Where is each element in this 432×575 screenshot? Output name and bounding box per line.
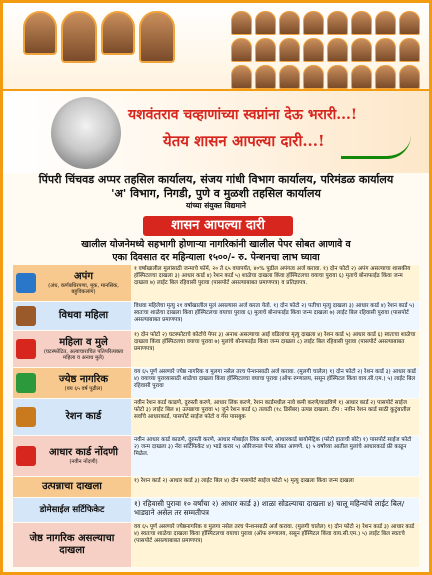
- scheme-name: विधवा महिला: [58, 310, 109, 321]
- slogan-line-2: येतय शासन आपल्या दारी...!: [163, 132, 325, 150]
- scheme-name: उत्पन्नाचा दाखला: [42, 481, 102, 492]
- intro-line-2: एका दिवसात दर महिन्याला १५००/- रु. पेन्शनचा लाभ घ्यावा: [112, 252, 320, 263]
- scheme-subtitle: (अंध, कर्णबधिरपणा, मूक, मानसिक, बहुविकलांग): [48, 283, 119, 295]
- scheme-label: [13, 399, 131, 435]
- tricolor-ribbon: [341, 135, 411, 159]
- wheelchair-icon: [16, 273, 36, 293]
- scheme-subtitle: (घटस्फोटित, अत्याचाराचित पतिपरित्यक्ता महिला व अनाथ मुले): [43, 349, 124, 361]
- intro-text: [7, 238, 425, 264]
- scheme-row: [13, 477, 419, 497]
- scheme-details: १) रहिवासी पुरावा १० वर्षांचा २) आधार कार्ड ३) शाळा सोडल्याचा दाखला ४) चालू महिन्यांचे लाईट बिल/भाड्याने असेल तर सम्मतीपत्र: [134, 499, 405, 518]
- scheme-name: जेष्ठ नागरिक असल्याचा दाखला: [29, 533, 115, 556]
- slogan-banner: [3, 89, 429, 173]
- scheme-row: [13, 368, 419, 398]
- widow-icon: [16, 306, 36, 326]
- scheme-name: ज्येष्ठ नागरिक: [58, 374, 109, 385]
- scheme-subtitle: (नवीन नोंदणी): [69, 459, 98, 465]
- scheme-name: आधार कार्ड नोंदणी: [49, 447, 118, 458]
- ration-card-icon: [16, 407, 36, 427]
- leaders-photo-strip: [3, 3, 429, 89]
- scheme-row: [13, 498, 419, 522]
- leader-photo: [279, 65, 300, 89]
- leader-photo: [351, 11, 372, 35]
- scheme-row: [13, 436, 419, 476]
- leader-photo: [399, 38, 420, 62]
- scheme-details: नवीन रेशन कार्ड काढणे, दुरुस्ती करणे, आधार लिंक करणे, रेशन कार्डमधील नावे कमी करणे/वाढविणे १) आधार कार्ड २) पासपोर्ट साईज फोटो ३) लाईट बिल ४) उत्पन्नाचा पुरावा ५) जुने रेशन कार्ड ६) तलाठी (१८ डिसेंबर) उत्पन्न दाखला. टीप : नवीन रेशन कार्ड साठी कुटुंबातील सर्वांचे आधारकार्ड, पासपोर्ट साईज फोटो व गॅस पासबुक: [134, 400, 411, 421]
- leader-photo: [351, 38, 372, 62]
- scheme-label: [13, 368, 131, 398]
- scheme-row: [13, 523, 419, 567]
- leader-photo: [279, 38, 300, 62]
- scheme-row: [13, 399, 419, 435]
- scheme-details: विधवा महिलेचा मृत्यु २१ वर्षाखालील मुलं असल्यास अर्ज करता येतो. १) दोन फोटो २) पतीचा मृत्यु दाखला ३) आधार कार्ड ४) रेशन कार्ड ५) स्वतःचा शाळेचा दाखला किंवा हॉस्पिटलचा वयाचा पुरावा ६) मुलाचे बोनाफाईड किंवा जन्म दाखला ७) लाईट बिल रहिवासी पुरावा (पासपोर्ट असल्याबाबत प्रमाणपत्र): [134, 303, 415, 324]
- scheme-label: [13, 302, 131, 330]
- scheme-name: डोमेसाईल सर्टिफिकेट: [39, 505, 105, 515]
- scheme-row: [13, 302, 419, 330]
- leader-photo: [255, 65, 276, 89]
- leader-photo: [399, 65, 420, 89]
- leader-photo: [303, 11, 324, 35]
- leader-photo: [303, 38, 324, 62]
- scheme-details: वय ६५ पूर्ण असणारे ज्येष्ठ नागरिक व मुलगा नसेल तरच पेन्शनसाठी अर्ज करावा. (मुलगी चालेल) १) दोन फोटो २) रेशन कार्ड ३) आधार कार्ड ४) वयाच्या पुराव्यासाठी शाळेचा दाखला किंवा हॉस्पिटलचा वयाचा पुरावा (ऑफ रुग्णालय, ससून हॉस्पिटल किंवा वाय.सी.एम.) ५) लाईट बिल रहिवासी पुरावा: [134, 369, 416, 390]
- scheme-label: [13, 498, 131, 522]
- office-line-3: यांच्या संयुक्त विद्यमाने: [186, 201, 246, 210]
- scheme-name: रेशन कार्ड: [65, 411, 102, 422]
- leader-photo: [375, 65, 396, 89]
- scheme-details: १) रेशन कार्ड २) आधार कार्ड ३) लाईट बिल ४) दोन पासपोर्ट साईज फोटो ५) मृत्यु दाखला किंवा जन्म दाखला: [134, 478, 354, 484]
- leader-photo: [375, 11, 396, 35]
- elderly-icon: [16, 373, 36, 393]
- leader-photo: [101, 11, 135, 55]
- leader-photo: [327, 65, 348, 89]
- office-line-2: 'अ' विभाग, निगडी, पुणे व मुळशी तहसिल कार्यालय: [111, 187, 321, 200]
- scheme-name: महिला व मुले: [59, 337, 108, 348]
- scheme-subtitle: (वय ६५ वर्ष पुढील): [64, 386, 103, 392]
- leader-photo: [255, 38, 276, 62]
- leader-photo: [255, 11, 276, 35]
- leader-photo: [231, 65, 252, 89]
- scheme-label: [13, 331, 131, 367]
- leader-photo: [231, 11, 252, 35]
- scheme-name: अपंग: [74, 271, 93, 282]
- aadhaar-icon: [16, 446, 36, 466]
- office-heading: [3, 173, 429, 211]
- scheme-details: नवीन आधार कार्ड काढणे, दुरुस्ती करणे, आधार मोबाईल लिंक करणे, आधारकार्ड बायोमेट्रिक (फोटो हाताची बोटे) १) पासपोर्ट साईज फोटो २) जन्म दाखला ३) नॅरा सर्टिफिकेट ४) भाडे करार ५) ओरिजनल पेपर सोबत आणणे. ६) ५ वर्षांच्या आतील मुलांचे आधारकार्ड फ्री काढून मिळेल.: [134, 437, 412, 458]
- scheme-label: [13, 265, 131, 301]
- leader-photo: [399, 11, 420, 35]
- leader-photo: [231, 38, 252, 62]
- leader-photo: [375, 38, 396, 62]
- scheme-details: वय ६५ पूर्ण असणारे ज्येष्ठनागरिक व मुलगा नसेल तरच पेन्शनसाठी अर्ज करावा. (मुलगी चालेल) १) दोन फोटो २) रेशन कार्ड ३) आधार कार्ड ४) स्वतःचा शाळेचा दाखला किंवा हॉस्पिटलचा वयाचा पुरावा (ऑफ रुग्णालय, ससून हॉस्पिटल किंवा वाय.सी.एम.) ५) लाईट बिल स्वतःचे (पासपोर्ट असल्याबाबत प्रमाणपत्र): [134, 524, 415, 545]
- leader-photo: [327, 38, 348, 62]
- leader-photo: [23, 11, 57, 55]
- scheme-details: १) दोन फोटो २) घटस्फोटाचे कोर्टाचे पेपर ३) अनाथ असल्याचा आई वडिलांचा मृत्यु दाखला ४) रेशन कार्ड ५) आधार कार्ड ६) स्वतःचा शाळेचा दाखला किंवा हॉस्पिटलचा वयाचा पुरावा ७) मुलांचे बोनाफाईड किंवा जन्म दाखला ८) लाईट बिल रहिवासी पुरावा (पासपोर्ट असल्याबाबत प्रमाणपत्र): [134, 332, 416, 353]
- scheme-row: [13, 265, 419, 301]
- campaign-title: शासन आपल्या दारी: [143, 216, 293, 236]
- scheme-row: [13, 331, 419, 367]
- yashwantrao-portrait: [51, 97, 121, 169]
- scheme-label: [13, 436, 131, 476]
- leaders-photos-left: [23, 11, 175, 63]
- leader-photo: [61, 11, 97, 63]
- leader-photo: [279, 11, 300, 35]
- scheme-label: [13, 523, 131, 567]
- leader-photo: [139, 11, 175, 63]
- scheme-details: १ वर्षाखालील मुलांसाठी जन्माचे फॉर्म, २० ते ६५ वयापर्यंत, ४०% पुढील अपंगत्व अर्ज करावा. १) दोन फोटो २) अपंग असल्याचा शासकीय हॉस्पिटलचा दाखला ३) आधार कार्ड ४) रेशन कार्ड ५) शाळेचा दाखला किंवा हॉस्पिटलचा वयाचा पुरावा ६) मृताचे बोनाफाईड किंवा जन्म दाखला ७) लाईट बिल रहिवासी पुरावा (पासपोर्ट असल्याबाबत प्रमाणपत्र) व प्रतिज्ञापत्र.: [134, 266, 411, 287]
- leader-photo: [351, 65, 372, 89]
- slogan-line-1: यशवंतराव चव्हाणांच्या स्वप्नांना देऊ भरारी...!: [128, 107, 358, 123]
- office-line-1: पिंपरी चिंचवड अप्पर तहसिल कार्यालय, संजय गांधी विभाग कार्यालय, परिमंडळ कार्यालय: [38, 173, 394, 186]
- leaders-photos-right: [231, 11, 421, 89]
- scheme-label: [13, 477, 131, 497]
- mother-child-icon: [16, 339, 36, 359]
- leader-photo: [303, 65, 324, 89]
- leader-photo: [327, 11, 348, 35]
- intro-line-1: खालील योजनेमध्ये सहभागी होणाऱ्या नागरिकांनी खालील पेपर सोबत आणावे व: [81, 239, 351, 250]
